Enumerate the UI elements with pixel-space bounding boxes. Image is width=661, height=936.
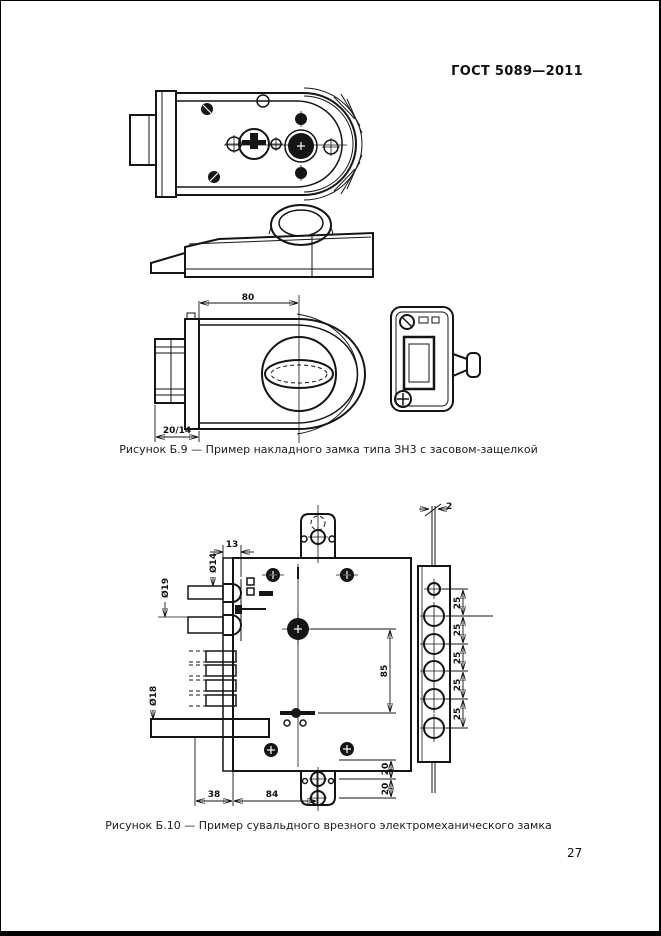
dim-label-20b: 20 [381, 782, 391, 796]
figure-b9-caption: Рисунок Б.9 — Пример накладного замка типа ЗН3 с засовом-защелкой [119, 443, 538, 456]
lock-side-view-drawing [149, 203, 381, 291]
page-number: 27 [567, 846, 583, 860]
lock-front-view-drawing [147, 293, 389, 445]
dim-label-25e: 25 [453, 707, 463, 721]
dim-label-25d: 25 [453, 678, 463, 692]
strike-plate-drawing [377, 297, 489, 424]
document-header: ГОСТ 5089—2011 [451, 64, 583, 79]
dim-label-d19: Ø19 [161, 577, 171, 598]
dim-label-80: 80 [241, 293, 255, 303]
dim-label-25c: 25 [453, 651, 463, 665]
figure-b10-caption: Рисунок Б.10 — Пример сувальдного врезного электромеханического замка [105, 819, 552, 832]
dim-label-13: 13 [225, 540, 239, 550]
lock-back-view-drawing [129, 85, 374, 203]
dim-label-20a: 20 [381, 762, 391, 776]
dim-label-38: 38 [207, 790, 221, 800]
dim-label-d14: Ø14 [209, 552, 219, 573]
dim-label-85: 85 [380, 664, 390, 678]
dim-label-d18: Ø18 [149, 685, 159, 706]
dim-label-2: 2 [446, 502, 453, 512]
dim-label-25a: 25 [453, 596, 463, 610]
mortise-lock-drawing [134, 499, 512, 814]
dim-label-25b: 25 [453, 623, 463, 637]
dim-label-84: 84 [265, 790, 279, 800]
dim-label-20-14: 20/14 [162, 426, 192, 436]
